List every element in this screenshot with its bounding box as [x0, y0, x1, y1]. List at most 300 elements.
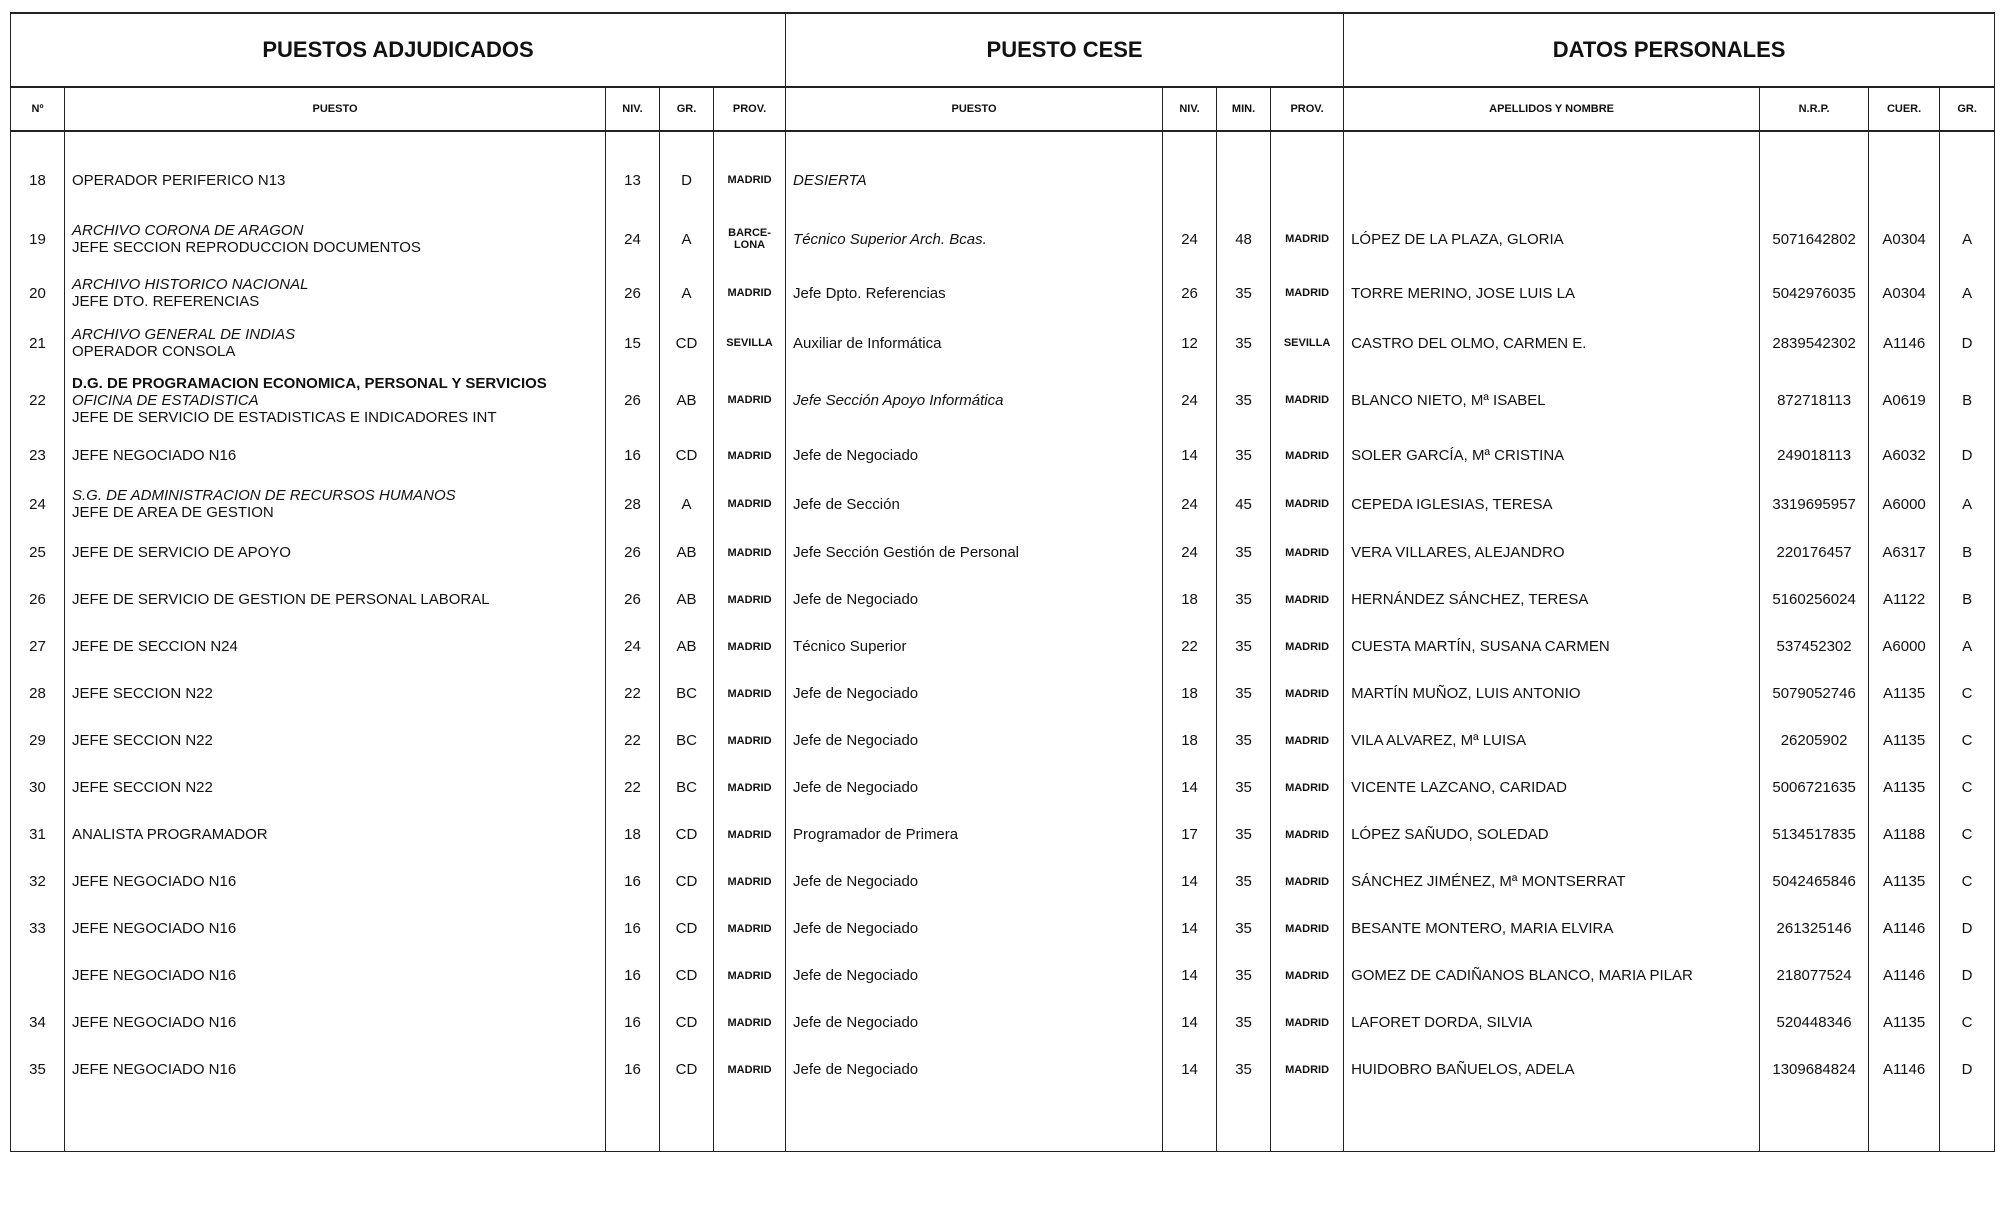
cell-nombre: CUESTA MARTÍN, SUSANA CARMEN	[1344, 623, 1760, 670]
cell-gr2: D	[1940, 432, 1995, 479]
cell-gr2: C	[1940, 999, 1995, 1046]
cell-cese-prov: MADRID	[1271, 576, 1344, 623]
cell-prov: MADRID	[714, 1046, 786, 1093]
table-row	[11, 764, 1995, 811]
cell-nombre: BESANTE MONTERO, MARIA ELVIRA	[1344, 905, 1760, 952]
cell-cese-niv: 17	[1163, 811, 1217, 858]
cell-puesto	[65, 999, 606, 1046]
cell-puesto	[65, 268, 606, 318]
cell-niv: 26	[606, 576, 660, 623]
cell-gr: AB	[660, 623, 714, 670]
cell-gr2	[1940, 150, 1995, 210]
cell-prov: MADRID	[714, 623, 786, 670]
cell-gr2: D	[1940, 318, 1995, 368]
cell-num: 22	[11, 368, 65, 432]
tail-cell	[1869, 1093, 1940, 1152]
puesto-label: JEFE NEGOCIADO N16	[72, 967, 237, 984]
cell-cese-min: 35	[1217, 764, 1271, 811]
table-row	[11, 210, 1995, 268]
col-header-cese-prov: PROV.	[1271, 87, 1344, 131]
cell-cuer: A1146	[1869, 318, 1940, 368]
cell-num: 30	[11, 764, 65, 811]
cell-gr: CD	[660, 905, 714, 952]
cell-nrp: 3319695957	[1760, 479, 1869, 529]
cell-nrp: 520448346	[1760, 999, 1869, 1046]
cell-niv: 24	[606, 210, 660, 268]
col-header-prov: PROV.	[714, 87, 786, 131]
cell-nrp: 5006721635	[1760, 764, 1869, 811]
cell-cese-min: 35	[1217, 576, 1271, 623]
cell-nrp: 5134517835	[1760, 811, 1869, 858]
cell-gr: AB	[660, 576, 714, 623]
cell-cese-min: 35	[1217, 670, 1271, 717]
cell-nrp: 5079052746	[1760, 670, 1869, 717]
spacer-row	[11, 131, 1995, 150]
cell-num: 20	[11, 268, 65, 318]
cell-nombre: HUIDOBRO BAÑUELOS, ADELA	[1344, 1046, 1760, 1093]
cell-num: 35	[11, 1046, 65, 1093]
cell-cuer: A0304	[1869, 210, 1940, 268]
cell-cese-min: 35	[1217, 432, 1271, 479]
cell-num: 32	[11, 858, 65, 905]
col-header-cese-puesto: PUESTO	[786, 87, 1163, 131]
cell-cese-puesto: Jefe de Sección	[786, 479, 1163, 529]
table-row	[11, 999, 1995, 1046]
cell-gr2: C	[1940, 858, 1995, 905]
cell-cuer: A1135	[1869, 764, 1940, 811]
cell-cese-prov: MADRID	[1271, 268, 1344, 318]
table-body	[11, 131, 1995, 1152]
puesto-label: OPERADOR PERIFERICO N13	[72, 171, 286, 189]
cell-cese-niv	[1163, 150, 1217, 210]
cell-gr2: A	[1940, 623, 1995, 670]
puesto-label: JEFE NEGOCIADO N16	[72, 1061, 237, 1078]
cell-niv: 26	[606, 529, 660, 576]
cell-cese-niv: 14	[1163, 952, 1217, 999]
cell-gr: BC	[660, 670, 714, 717]
tail-cell	[1940, 1093, 1995, 1152]
puesto-label: JEFE NEGOCIADO N16	[72, 873, 237, 890]
cell-cese-puesto: Jefe de Negociado	[786, 905, 1163, 952]
assignments-table	[10, 12, 1995, 1152]
cell-puesto	[65, 717, 606, 764]
cell-nrp: 5071642802	[1760, 210, 1869, 268]
cell-cese-puesto: Técnico Superior Arch. Bcas.	[786, 210, 1163, 268]
cell-cese-min: 35	[1217, 952, 1271, 999]
unit-italic-label: S.G. DE ADMINISTRACION DE RECURSOS HUMANOS	[72, 487, 456, 504]
cell-niv: 18	[606, 811, 660, 858]
prov-line: LONA	[733, 239, 766, 251]
cell-puesto	[65, 479, 606, 529]
cell-puesto	[65, 952, 606, 999]
cell-nombre: LÓPEZ SAÑUDO, SOLEDAD	[1344, 811, 1760, 858]
puesto-label: JEFE SECCION REPRODUCCION DOCUMENTOS	[72, 239, 421, 256]
table-row	[11, 905, 1995, 952]
cell-gr: CD	[660, 811, 714, 858]
cell-cese-puesto: Técnico Superior	[786, 623, 1163, 670]
puesto-label: JEFE NEGOCIADO N16	[72, 920, 237, 937]
cell-cese-prov: MADRID	[1271, 952, 1344, 999]
cell-cese-prov: MADRID	[1271, 858, 1344, 905]
cell-gr: BC	[660, 717, 714, 764]
cell-cese-niv: 14	[1163, 764, 1217, 811]
cell-gr: A	[660, 210, 714, 268]
cell-cese-prov: MADRID	[1271, 999, 1344, 1046]
cell-num: 23	[11, 432, 65, 479]
cell-cese-min: 35	[1217, 717, 1271, 764]
cell-niv: 16	[606, 1046, 660, 1093]
puesto-label: JEFE SECCION N22	[72, 732, 213, 749]
col-header-puesto: PUESTO	[65, 87, 606, 131]
cell-cese-niv: 14	[1163, 432, 1217, 479]
cell-nrp: 872718113	[1760, 368, 1869, 432]
table-row	[11, 952, 1995, 999]
tail-cell	[606, 1093, 660, 1152]
cell-niv: 22	[606, 717, 660, 764]
cell-cese-puesto: Jefe de Negociado	[786, 576, 1163, 623]
puesto-label: JEFE DE SECCION N24	[72, 638, 238, 655]
puesto-label: JEFE DE SERVICIO DE APOYO	[72, 544, 291, 561]
section-datos-personales: DATOS PERSONALES	[1344, 13, 1995, 87]
tail-cell	[1344, 1093, 1760, 1152]
cell-gr2: B	[1940, 368, 1995, 432]
puesto-label: OPERADOR CONSOLA	[72, 343, 236, 360]
cell-nrp: 2839542302	[1760, 318, 1869, 368]
col-header-cese-niv: NIV.	[1163, 87, 1217, 131]
cell-prov: MADRID	[714, 670, 786, 717]
cell-nrp: 220176457	[1760, 529, 1869, 576]
cell-num: 27	[11, 623, 65, 670]
cell-puesto	[65, 764, 606, 811]
unit-italic-label: ARCHIVO GENERAL DE INDIAS	[72, 326, 296, 343]
table-row	[11, 811, 1995, 858]
table-row	[11, 576, 1995, 623]
cell-num: 31	[11, 811, 65, 858]
document-page	[10, 12, 1994, 1210]
cell-gr: A	[660, 268, 714, 318]
cell-niv: 28	[606, 479, 660, 529]
cell-nombre: VICENTE LAZCANO, CARIDAD	[1344, 764, 1760, 811]
col-header-nombre: APELLIDOS Y NOMBRE	[1344, 87, 1760, 131]
cell-cese-niv: 14	[1163, 858, 1217, 905]
puesto-label: JEFE DE SERVICIO DE GESTION DE PERSONAL LABORAL	[72, 591, 490, 608]
cell-gr2: D	[1940, 1046, 1995, 1093]
tail-row	[11, 1093, 1995, 1152]
cell-prov	[714, 210, 786, 268]
cell-niv: 16	[606, 858, 660, 905]
cell-cese-min: 35	[1217, 368, 1271, 432]
cell-nrp: 537452302	[1760, 623, 1869, 670]
tail-cell	[1760, 1093, 1869, 1152]
cell-niv: 22	[606, 764, 660, 811]
cell-nombre: LAFORET DORDA, SILVIA	[1344, 999, 1760, 1046]
cell-cuer: A1122	[1869, 576, 1940, 623]
cell-cese-min: 35	[1217, 318, 1271, 368]
cell-cese-prov: MADRID	[1271, 905, 1344, 952]
cell-nrp: 5042976035	[1760, 268, 1869, 318]
cell-num	[11, 952, 65, 999]
cell-cese-puesto: Auxiliar de Informática	[786, 318, 1163, 368]
cell-num: 26	[11, 576, 65, 623]
cell-prov: MADRID	[714, 529, 786, 576]
cell-nrp: 5160256024	[1760, 576, 1869, 623]
cell-prov: MADRID	[714, 905, 786, 952]
cell-cese-puesto: Jefe de Negociado	[786, 670, 1163, 717]
cell-cese-prov: MADRID	[1271, 479, 1344, 529]
puesto-label: JEFE NEGOCIADO N16	[72, 1014, 237, 1031]
puesto-label: ANALISTA PROGRAMADOR	[72, 826, 268, 843]
cell-nrp: 26205902	[1760, 717, 1869, 764]
cell-cese-puesto: Jefe de Negociado	[786, 717, 1163, 764]
table-row	[11, 479, 1995, 529]
cell-num: 21	[11, 318, 65, 368]
cell-niv: 24	[606, 623, 660, 670]
cell-prov: MADRID	[714, 576, 786, 623]
cell-gr2: D	[1940, 905, 1995, 952]
cell-nombre: CASTRO DEL OLMO, CARMEN E.	[1344, 318, 1760, 368]
cell-nombre: HERNÁNDEZ SÁNCHEZ, TERESA	[1344, 576, 1760, 623]
cell-gr2: D	[1940, 952, 1995, 999]
cell-nombre: SÁNCHEZ JIMÉNEZ, Mª MONTSERRAT	[1344, 858, 1760, 905]
table-row	[11, 150, 1995, 210]
cell-cuer: A1135	[1869, 670, 1940, 717]
cell-cuer: A6000	[1869, 479, 1940, 529]
tail-cell	[11, 1093, 65, 1152]
cell-gr2: B	[1940, 529, 1995, 576]
cell-cese-niv: 14	[1163, 1046, 1217, 1093]
cell-cese-prov	[1271, 150, 1344, 210]
cell-cese-puesto: Jefe de Negociado	[786, 952, 1163, 999]
cell-cese-min	[1217, 150, 1271, 210]
cell-nombre: SOLER GARCÍA, Mª CRISTINA	[1344, 432, 1760, 479]
cell-puesto	[65, 623, 606, 670]
col-header-num: Nº	[11, 87, 65, 131]
cell-cuer: A1135	[1869, 717, 1940, 764]
cell-prov: MADRID	[714, 811, 786, 858]
cell-cese-niv: 24	[1163, 479, 1217, 529]
cell-niv: 16	[606, 905, 660, 952]
cell-niv: 26	[606, 268, 660, 318]
cell-cese-niv: 12	[1163, 318, 1217, 368]
puesto-label: JEFE NEGOCIADO N16	[72, 447, 237, 464]
col-header-gr2: GR.	[1940, 87, 1995, 131]
table-row	[11, 623, 1995, 670]
cell-gr2: A	[1940, 268, 1995, 318]
cell-num: 25	[11, 529, 65, 576]
cell-cese-puesto: Jefe Sección Apoyo Informática	[786, 368, 1163, 432]
cell-cese-min: 35	[1217, 268, 1271, 318]
cell-nombre: MARTÍN MUÑOZ, LUIS ANTONIO	[1344, 670, 1760, 717]
cell-cuer: A1135	[1869, 999, 1940, 1046]
cell-cese-prov: MADRID	[1271, 1046, 1344, 1093]
cell-cese-prov: MADRID	[1271, 210, 1344, 268]
cell-cuer: A1146	[1869, 1046, 1940, 1093]
cell-cuer: A1146	[1869, 905, 1940, 952]
cell-niv: 16	[606, 952, 660, 999]
col-header-cese-min: MIN.	[1217, 87, 1271, 131]
unit-italic-label: ARCHIVO CORONA DE ARAGON	[72, 222, 304, 239]
cell-puesto	[65, 432, 606, 479]
cell-cese-niv: 18	[1163, 576, 1217, 623]
cell-cese-min: 35	[1217, 999, 1271, 1046]
puesto-label: JEFE DE SERVICIO DE ESTADISTICAS E INDICADORES INT	[72, 408, 497, 426]
cell-cuer: A1146	[1869, 952, 1940, 999]
cell-puesto	[65, 150, 606, 210]
cell-gr: CD	[660, 318, 714, 368]
cell-puesto	[65, 210, 606, 268]
cell-gr: CD	[660, 432, 714, 479]
cell-num: 24	[11, 479, 65, 529]
cell-cese-min: 35	[1217, 623, 1271, 670]
cell-cese-prov: MADRID	[1271, 368, 1344, 432]
cell-puesto	[65, 858, 606, 905]
tail-cell	[1271, 1093, 1344, 1152]
col-header-cuer: CUER.	[1869, 87, 1940, 131]
cell-cuer: A1135	[1869, 858, 1940, 905]
cell-gr2: C	[1940, 717, 1995, 764]
cell-puesto	[65, 1046, 606, 1093]
unit-bold-label: D.G. DE PROGRAMACION ECONOMICA, PERSONAL Y SERVICIOS	[72, 374, 547, 392]
cell-cese-min: 48	[1217, 210, 1271, 268]
cell-nrp	[1760, 150, 1869, 210]
table-row	[11, 858, 1995, 905]
cell-niv: 22	[606, 670, 660, 717]
puesto-label: JEFE DTO. REFERENCIAS	[72, 293, 260, 310]
cell-gr: CD	[660, 952, 714, 999]
cell-cese-niv: 22	[1163, 623, 1217, 670]
cell-cese-puesto: Programador de Primera	[786, 811, 1163, 858]
cell-prov: MADRID	[714, 268, 786, 318]
tail-cell	[1217, 1093, 1271, 1152]
cell-cese-min: 35	[1217, 529, 1271, 576]
cell-cese-min: 35	[1217, 1046, 1271, 1093]
cell-puesto	[65, 905, 606, 952]
cell-nrp: 5042465846	[1760, 858, 1869, 905]
cell-puesto	[65, 811, 606, 858]
cell-cuer: A1188	[1869, 811, 1940, 858]
cell-cese-niv: 14	[1163, 905, 1217, 952]
cell-gr2: C	[1940, 811, 1995, 858]
cell-prov: MADRID	[714, 717, 786, 764]
cell-prov: MADRID	[714, 432, 786, 479]
cell-puesto	[65, 576, 606, 623]
section-puesto-cese: PUESTO CESE	[786, 13, 1344, 87]
cell-nombre: LÓPEZ DE LA PLAZA, GLORIA	[1344, 210, 1760, 268]
table-row	[11, 529, 1995, 576]
cell-gr: CD	[660, 1046, 714, 1093]
prov-line: BARCE-	[728, 227, 771, 239]
cell-prov: MADRID	[714, 479, 786, 529]
cell-nrp: 1309684824	[1760, 1046, 1869, 1093]
cell-niv: 26	[606, 368, 660, 432]
cell-cese-min: 35	[1217, 905, 1271, 952]
puesto-label: JEFE SECCION N22	[72, 685, 213, 702]
cell-cese-prov: MADRID	[1271, 623, 1344, 670]
table-row	[11, 432, 1995, 479]
cell-cese-niv: 14	[1163, 999, 1217, 1046]
cell-cese-puesto: Jefe Dpto. Referencias	[786, 268, 1163, 318]
cell-prov: MADRID	[714, 764, 786, 811]
col-header-niv: NIV.	[606, 87, 660, 131]
cell-gr: CD	[660, 999, 714, 1046]
table-row	[11, 368, 1995, 432]
puesto-label: JEFE SECCION N22	[72, 779, 213, 796]
cell-cuer	[1869, 150, 1940, 210]
cell-cese-prov: MADRID	[1271, 529, 1344, 576]
tail-cell	[65, 1093, 606, 1152]
cell-nrp: 249018113	[1760, 432, 1869, 479]
table-row	[11, 318, 1995, 368]
cell-cese-niv: 24	[1163, 368, 1217, 432]
cell-cese-min: 35	[1217, 858, 1271, 905]
puesto-label: JEFE DE AREA DE GESTION	[72, 504, 274, 521]
cell-puesto	[65, 368, 606, 432]
cell-niv: 15	[606, 318, 660, 368]
cell-cese-puesto: DESIERTA	[786, 150, 1163, 210]
cell-prov: SEVILLA	[714, 318, 786, 368]
col-header-gr: GR.	[660, 87, 714, 131]
table-row	[11, 1046, 1995, 1093]
cell-prov: MADRID	[714, 952, 786, 999]
cell-prov: MADRID	[714, 999, 786, 1046]
cell-num: 18	[11, 150, 65, 210]
unit-italic-label: ARCHIVO HISTORICO NACIONAL	[72, 276, 309, 293]
cell-gr2: B	[1940, 576, 1995, 623]
cell-nombre	[1344, 150, 1760, 210]
cell-cuer: A6032	[1869, 432, 1940, 479]
cell-niv: 13	[606, 150, 660, 210]
cell-nombre: BLANCO NIETO, Mª ISABEL	[1344, 368, 1760, 432]
tail-cell	[1163, 1093, 1217, 1152]
cell-cuer: A6000	[1869, 623, 1940, 670]
unit-italic-label: OFICINA DE ESTADISTICA	[72, 391, 259, 409]
cell-nombre: VERA VILLARES, ALEJANDRO	[1344, 529, 1760, 576]
cell-gr2: C	[1940, 764, 1995, 811]
cell-cese-puesto: Jefe de Negociado	[786, 764, 1163, 811]
cell-cese-puesto: Jefe de Negociado	[786, 999, 1163, 1046]
cell-num: 33	[11, 905, 65, 952]
cell-cese-prov: MADRID	[1271, 764, 1344, 811]
cell-niv: 16	[606, 432, 660, 479]
cell-cese-min: 35	[1217, 811, 1271, 858]
cell-nombre: VILA ALVAREZ, Mª LUISA	[1344, 717, 1760, 764]
cell-num: 34	[11, 999, 65, 1046]
cell-cuer: A6317	[1869, 529, 1940, 576]
cell-prov: MADRID	[714, 368, 786, 432]
cell-gr2: A	[1940, 479, 1995, 529]
tail-cell	[660, 1093, 714, 1152]
cell-gr: BC	[660, 764, 714, 811]
cell-num: 28	[11, 670, 65, 717]
cell-num: 19	[11, 210, 65, 268]
cell-cese-niv: 18	[1163, 717, 1217, 764]
cell-cese-puesto: Jefe de Negociado	[786, 858, 1163, 905]
cell-gr2: A	[1940, 210, 1995, 268]
cell-gr: AB	[660, 529, 714, 576]
table-row	[11, 268, 1995, 318]
cell-cese-niv: 18	[1163, 670, 1217, 717]
cell-cese-prov: MADRID	[1271, 432, 1344, 479]
cell-cuer: A0304	[1869, 268, 1940, 318]
cell-nrp: 261325146	[1760, 905, 1869, 952]
cell-num: 29	[11, 717, 65, 764]
cell-puesto	[65, 529, 606, 576]
cell-cese-puesto: Jefe de Negociado	[786, 1046, 1163, 1093]
table-row	[11, 670, 1995, 717]
cell-cese-puesto: Jefe de Negociado	[786, 432, 1163, 479]
cell-puesto	[65, 670, 606, 717]
cell-cuer: A0619	[1869, 368, 1940, 432]
